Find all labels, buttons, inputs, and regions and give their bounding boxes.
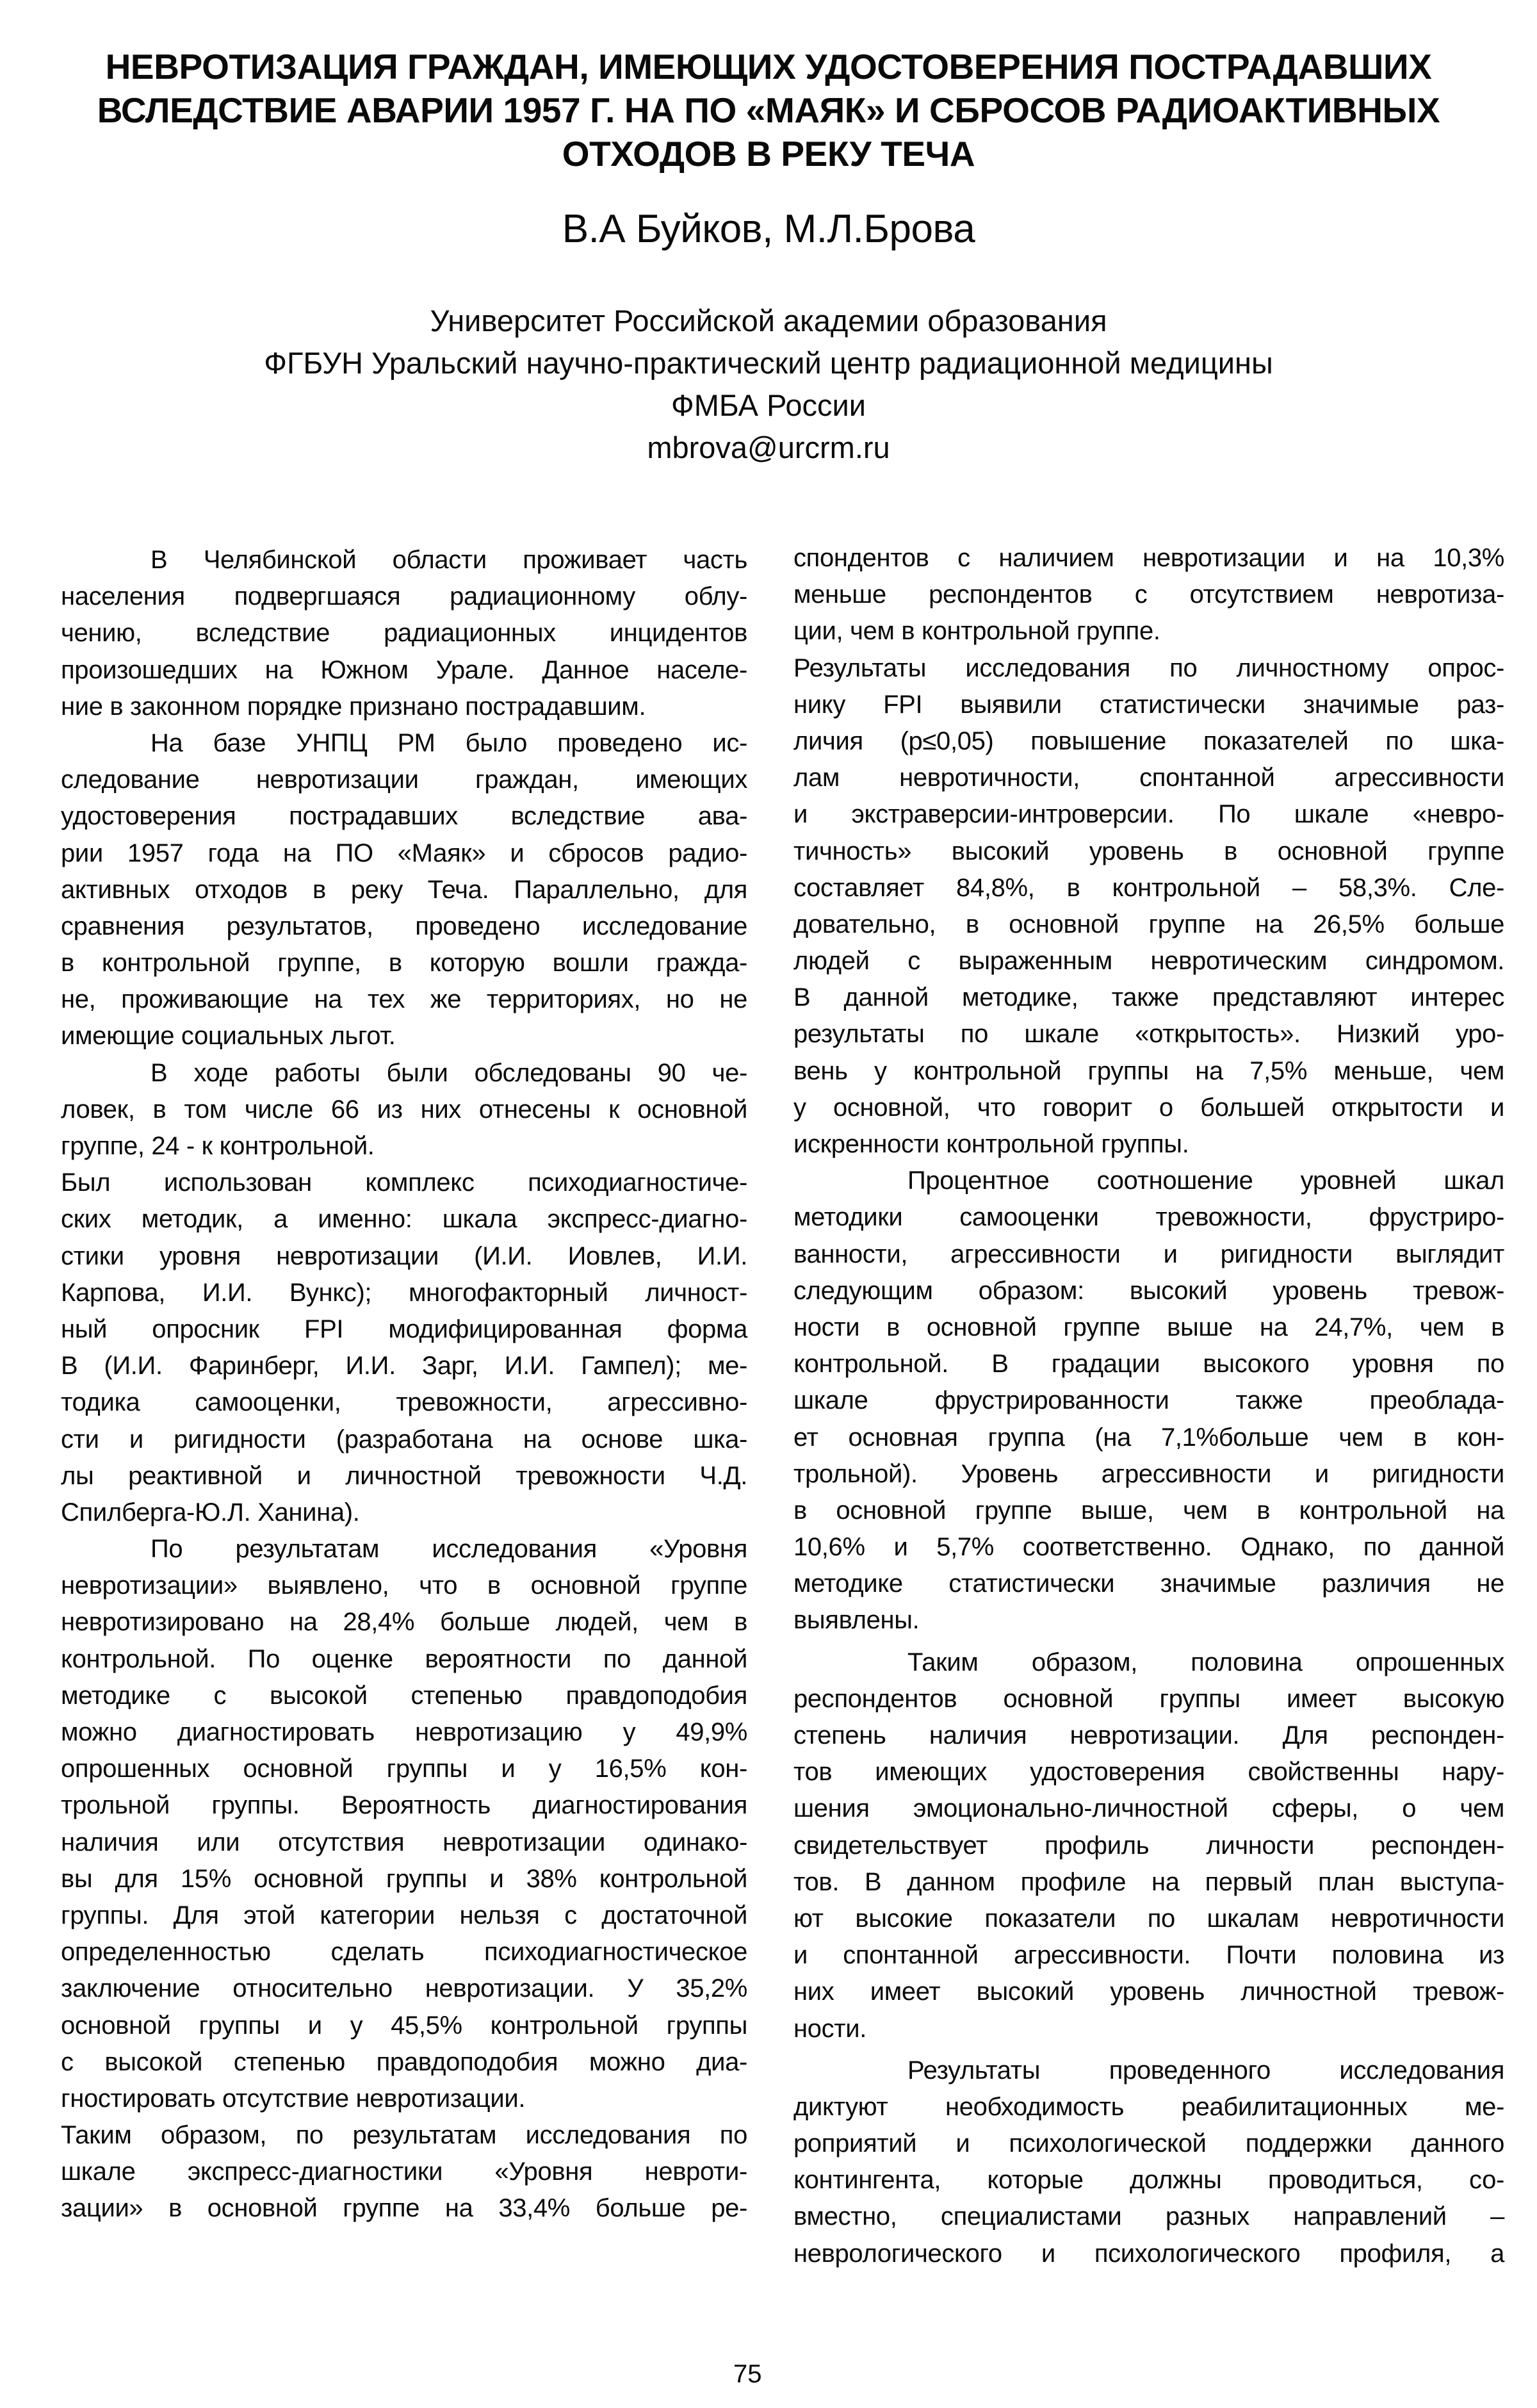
text-line: ских методик, а именно: шкала экспресс-диагно- [61, 1205, 747, 1234]
text-line: невротизировано на 28,4% больше людей, чем в [61, 1608, 747, 1637]
text-line: опрошенных основной группы и у 16,5% кон- [61, 1755, 747, 1783]
text-line: не, проживающие на тех же территориях, но не [61, 985, 747, 1014]
text-line: удостоверения пострадавших вследствие ава- [61, 802, 747, 831]
text-line: На базе УНПЦ РМ было проведено ис- [150, 728, 747, 757]
author-email: mbrova@urcrm.ru [647, 430, 890, 464]
article-title [0, 45, 1537, 176]
text-line: Таким образом, по результатам исследования по [61, 2121, 747, 2150]
text-line: населения подвергшаяся радиационному облу- [61, 582, 747, 611]
text-line: трольной группы. Вероятность диагностирования [61, 1791, 747, 1820]
text-line: сти и ригидности (разработана на основе шка- [61, 1425, 747, 1454]
text-line: неврологического и психологического профиля, а [793, 2239, 1504, 2268]
affiliations [0, 300, 1537, 469]
text-line: следование невротизации граждан, имеющих [61, 766, 747, 794]
text-line: В ходе работы были обследованы 90 че- [150, 1058, 747, 1087]
text-line: ловек, в том числе 66 из них отнесены к основной [61, 1095, 747, 1124]
text-line: ют высокие показатели по шкалам невротичности [793, 1904, 1504, 1933]
text-line: следующим образом: высокий уровень тревож- [793, 1276, 1504, 1305]
text-line: чению, вследствие радиационных инцидентов [61, 619, 747, 648]
text-line: можно диагностировать невротизацию у 49,9% [61, 1718, 747, 1746]
text-line: выявлены. [793, 1606, 920, 1635]
text-line: определенностью сделать психодиагностическое [61, 1938, 747, 1967]
text-line: невротизации» выявлено, что в основной группе [61, 1571, 747, 1600]
text-line: составляет 84,8%, в контрольной – 58,3%. Сле- [793, 873, 1504, 902]
text-line: лам невротичности, спонтанной агрессивности [793, 764, 1504, 792]
text-line: лы реактивной и личностной тревожности Ч.Д. [61, 1461, 747, 1490]
text-line: Был использован комплекс психодиагностиче- [61, 1168, 747, 1197]
page-number: 75 [733, 2360, 762, 2388]
text-line: свидетельствует профиль личности респонден- [793, 1831, 1504, 1860]
title-line: НЕВРОТИЗАЦИЯ ГРАЖДАН, ИМЕЮЩИХ УДОСТОВЕРЕНИЯ ПОСТРАДАВШИХ [105, 47, 1432, 86]
text-line: тичность» высокий уровень в основной группе [793, 837, 1504, 865]
text-line: респондентов основной группы имеет высокую [793, 1684, 1504, 1713]
text-line: результаты по шкале «открытость». Низкий уро- [793, 1020, 1504, 1049]
right-column [793, 540, 1504, 2272]
text-line: довательно, в основной группе на 26,5% больше [793, 910, 1504, 938]
text-line: и экстраверсии-интроверсии. По шкале «невро- [793, 800, 1504, 829]
text-line: рии 1957 года на ПО «Маяк» и сбросов радио- [61, 839, 747, 867]
text-line: зации» в основной группе на 33,4% больше ре- [61, 2194, 747, 2223]
text-line: ет основная группа (на 7,1%больше чем в кон- [793, 1423, 1504, 1452]
title-line: ВСЛЕДСТВИЕ АВАРИИ 1957 Г. НА ПО «МАЯК» И СБРОСОВ РАДИОАКТИВНЫХ [97, 90, 1440, 130]
affiliation-line: Университет Российской академии образования [430, 304, 1107, 338]
text-line: наличия или отсутствия невротизации одинако- [61, 1828, 747, 1856]
text-line: вместно, специалистами разных направлений – [793, 2202, 1504, 2231]
text-line: ности в основной группе выше на 24,7%, чем в [793, 1313, 1504, 1341]
text-line: По результатам исследования «Уровня [150, 1535, 747, 1564]
text-line: в основной группе выше, чем в контрольной на [793, 1496, 1504, 1525]
text-line: В (И.И. Фаринберг, И.И. Зарг, И.И. Гампел); ме- [61, 1352, 747, 1380]
text-line: ции, чем в контрольной группе. [793, 617, 1160, 646]
text-line: 10,6% и 5,7% соответственно. Однако, по данной [793, 1533, 1504, 1562]
text-line: заключение относительно невротизации. У 35,2% [61, 1974, 747, 2003]
text-line: ванности, агрессивности и ригидности выглядит [793, 1240, 1504, 1268]
text-line: ный опросник FPI модифицированная форма [61, 1315, 747, 1343]
text-line: спондентов с наличием невротизации и на 10,3% [793, 544, 1504, 572]
text-line: шкале экспресс-диагностики «Уровня невроти- [61, 2158, 747, 2186]
text-line: Результаты исследования по личностному опрос- [793, 653, 1504, 682]
text-line: с высокой степенью правдоподобия можно диа- [61, 2047, 747, 2076]
text-line: тодика самооценки, тревожности, агрессивно- [61, 1388, 747, 1417]
text-line: Таким образом, половина опрошенных [907, 1648, 1504, 1676]
text-line: них имеет высокий уровень личностной тревож- [793, 1978, 1504, 2006]
text-line: гностировать отсутствие невротизации. [61, 2084, 526, 2113]
text-line: методике статистически значимые различия не [793, 1569, 1504, 1598]
text-line: В данной методике, также представляют интерес [793, 983, 1504, 1012]
text-line: ние в законном порядке признано пострадавшим. [61, 692, 646, 721]
paragraph-gap [793, 2047, 1504, 2052]
text-line: контрольной. По оценке вероятности по данной [61, 1644, 747, 1673]
text-line: произошедших на Южном Урале. Данное населе- [61, 655, 747, 684]
text-line: В Челябинской области проживает часть [150, 546, 747, 574]
text-line: основной группы и у 45,5% контрольной группы [61, 2011, 747, 2040]
text-line: вы для 15% основной группы и 38% контрольной [61, 1864, 747, 1893]
text-line: имеющие социальных льгот. [61, 1022, 396, 1051]
text-line: Процентное соотношение уровней шкал [907, 1167, 1504, 1195]
text-line: Результаты проведенного исследования [907, 2056, 1504, 2084]
authors: В.А Буйков, М.Л.Брова [562, 207, 975, 251]
text-line: группы. Для этой категории нельзя с достаточной [61, 1901, 747, 1929]
text-line: методики самооценки тревожности, фрустриро- [793, 1203, 1504, 1232]
text-line: людей с выраженным невротическим синдромом. [793, 947, 1504, 976]
affiliation-line: ФГБУН Уральский научно-практический центр радиационной медицины [264, 346, 1273, 380]
text-line: активных отходов в реку Теча. Параллельно, для [61, 875, 747, 904]
text-line: сравнения результатов, проведено исследование [61, 912, 747, 940]
text-line: и спонтанной агрессивности. Почти половина из [793, 1941, 1504, 1970]
text-line: тов. В данном профиле на первый план выступа- [793, 1867, 1504, 1896]
text-line: роприятий и психологической поддержки данного [793, 2129, 1504, 2158]
text-line: контрольной. В градации высокого уровня по [793, 1350, 1504, 1379]
title-line: ОТХОДОВ В РЕКУ ТЕЧА [562, 134, 975, 174]
text-line: нику FPI выявили статистически значимые раз- [793, 690, 1504, 719]
text-line: стики уровня невротизации (И.И. Иовлев, И.И. [61, 1241, 747, 1270]
text-line: трольной). Уровень агрессивности и ригидности [793, 1459, 1504, 1488]
left-column [61, 542, 747, 2227]
text-line: Спилберга-Ю.Л. Ханина). [61, 1498, 360, 1527]
text-line: шения эмоционально-личностной сферы, о чем [793, 1794, 1504, 1823]
paragraph-gap [793, 1639, 1504, 1644]
text-line: вень у контрольной группы на 7,5% меньше, чем [793, 1056, 1504, 1085]
text-line: шкале фрустрированности также преоблада- [793, 1386, 1504, 1415]
text-line: ности. [793, 2014, 867, 2043]
text-line: контингента, которые должны проводиться, со- [793, 2166, 1504, 2195]
affiliation-line: ФМБА России [671, 388, 866, 422]
text-line: методике с высокой степенью правдоподобия [61, 1681, 747, 1710]
text-line: меньше респондентов с отсутствием невротиза- [793, 580, 1504, 609]
text-line: Карпова, И.И. Вункс); многофакторный личност- [61, 1278, 747, 1307]
text-line: искренности контрольной группы. [793, 1130, 1189, 1158]
text-line: в контрольной группе, в которую вошли гражда- [61, 949, 747, 978]
text-line: личия (p≤0,05) повышение показателей по шка- [793, 726, 1504, 755]
text-line: диктуют необходимость реабилитационных ме- [793, 2092, 1504, 2121]
text-line: у основной, что говорит о большей открытости и [793, 1093, 1504, 1122]
text-line: степень наличия невротизации. Для респонден- [793, 1721, 1504, 1749]
text-line: тов имеющих удостоверения свойственны нару- [793, 1758, 1504, 1787]
text-line: группе, 24 - к контрольной. [61, 1132, 375, 1160]
